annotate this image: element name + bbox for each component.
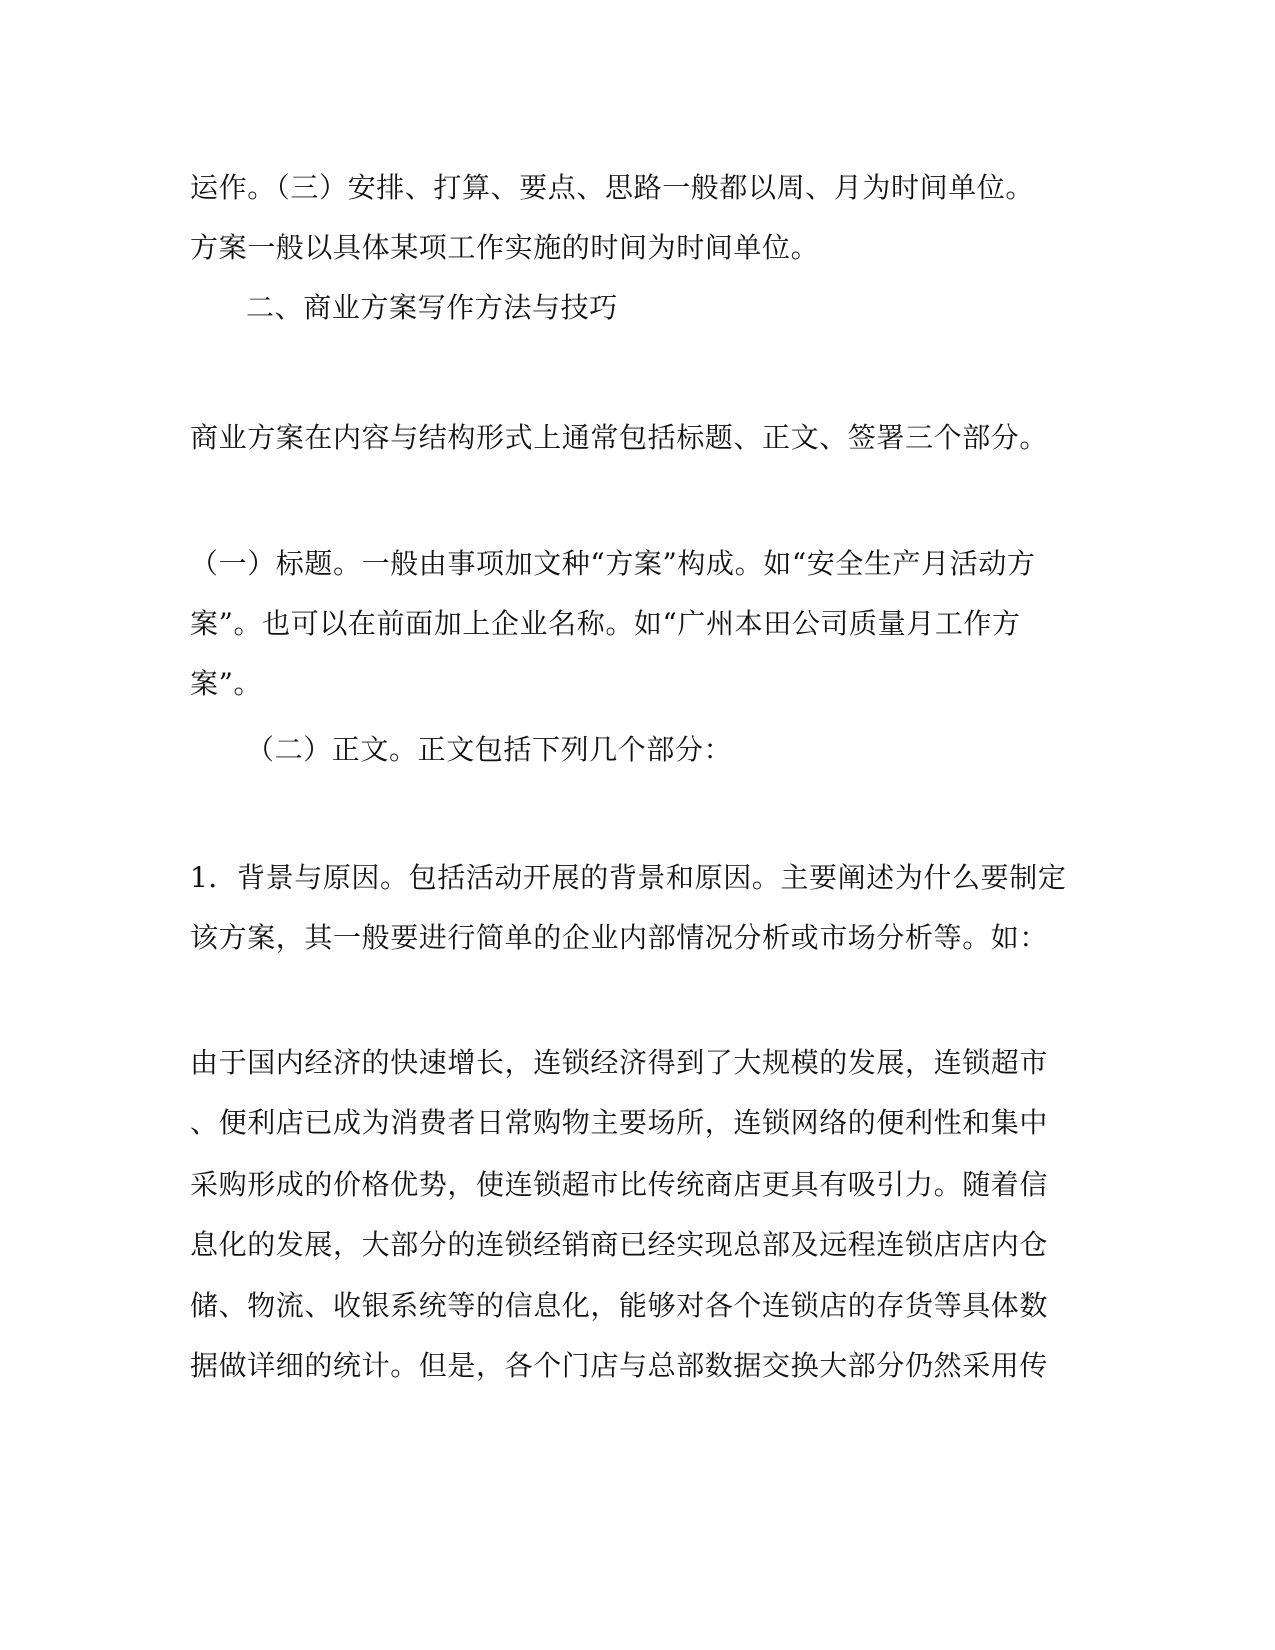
text-line-5: （一）标题。一般由事项加文种“方案”构成。如“安全生产月活动方 [190,547,1036,580]
text-line-7: 案”。 [190,667,263,700]
section-heading: 二、商业方案写作方法与技巧 [246,291,618,324]
text-line-4: 商业方案在内容与结构形式上通常包括标题、正文、签署三个部分。 [190,421,1049,454]
text-line-15: 储、物流、收银系统等的信息化，能够对各个连锁店的存货等具体数 [190,1289,1049,1322]
text-line-6: 案”。也可以在前面加上企业名称。如“广州本田公司质量月工作方 [190,607,1021,640]
text-line-2: 方案一般以具体某项工作实施的时间为时间单位。 [190,231,820,264]
text-line-14: 息化的发展，大部分的连锁经销商已经实现总部及远程连锁店店内仓 [190,1228,1049,1261]
text-line-16: 据做详细的统计。但是，各个门店与总部数据交换大部分仍然采用传 [190,1349,1049,1382]
text-line-10: 该方案，其一般要进行简单的企业内部情况分析或市场分析等。如： [190,921,1049,954]
subsection-heading: （二）正文。正文包括下列几个部分： [246,733,733,766]
text-line-9: 1．背景与原因。包括活动开展的背景和原因。主要阐述为什么要制定 [190,861,1067,894]
text-line-1: 运作。（三）安排、打算、要点、思路一般都以周、月为时间单位。 [190,171,1035,204]
text-line-12: 、便利店已成为消费者日常购物主要场所，连锁网络的便利性和集中 [190,1106,1049,1139]
text-line-13: 采购形成的价格优势，使连锁超市比传统商店更具有吸引力。随着信 [190,1168,1049,1201]
text-line-11: 由于国内经济的快速增长，连锁经济得到了大规模的发展，连锁超市 [190,1046,1049,1079]
